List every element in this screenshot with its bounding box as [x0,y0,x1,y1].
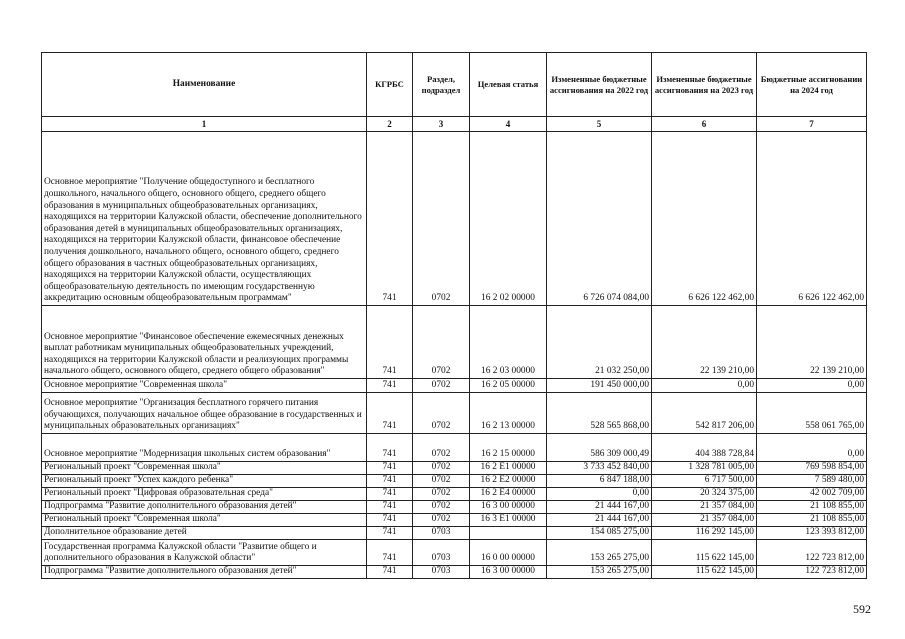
row-kgrbs: 741 [367,462,413,475]
row-value-2022: 6 847 188,00 [547,475,652,488]
row-kgrbs: 741 [367,540,413,566]
table-row [42,514,867,527]
row-value-2023: 21 357 084,00 [652,514,757,527]
row-value-2022: 0,00 [547,488,652,501]
row-section: 0702 [413,501,470,514]
column-number: 7 [757,117,867,132]
column-number: 2 [367,117,413,132]
row-section: 0702 [413,514,470,527]
row-value-2022: 153 265 275,00 [547,540,652,566]
row-name: Основное мероприятие "Современная школа" [42,379,367,393]
row-name: Региональный проект "Современная школа" [42,462,367,475]
row-value-2022: 153 265 275,00 [547,566,652,579]
header-row [42,53,867,117]
row-section: 0702 [413,488,470,501]
row-value-2023: 115 622 145,00 [652,540,757,566]
row-section: 0703 [413,566,470,579]
row-section: 0703 [413,527,470,540]
row-section: 0702 [413,462,470,475]
row-value-2023: 115 622 145,00 [652,566,757,579]
row-target: 16 2 E2 00000 [470,475,547,488]
row-target: 16 0 00 00000 [470,540,547,566]
row-value-2023: 6 717 500,00 [652,475,757,488]
row-section: 0702 [413,306,470,379]
row-value-2022: 154 085 275,00 [547,527,652,540]
row-value-2024: 0,00 [757,379,867,393]
row-kgrbs: 741 [367,566,413,579]
column-number-row [42,117,867,132]
row-name: Подпрограмма "Развитие дополнительного образования детей" [42,566,367,579]
column-header-2022: Измененные бюджетные ассигнования на 2022 год [547,53,652,117]
row-kgrbs: 741 [367,132,413,306]
table-row [42,379,867,393]
row-target: 16 2 15 00000 [470,434,547,462]
row-value-2024: 7 589 480,00 [757,475,867,488]
row-target: 16 2 E4 00000 [470,488,547,501]
row-value-2024: 122 723 812,00 [757,540,867,566]
row-value-2023: 542 817 206,00 [652,393,757,434]
table-row [42,488,867,501]
row-value-2023: 6 626 122 462,00 [652,132,757,306]
row-value-2024: 558 061 765,00 [757,393,867,434]
column-number: 4 [470,117,547,132]
row-value-2024: 123 393 812,00 [757,527,867,540]
row-target: 16 2 02 00000 [470,132,547,306]
row-name: Региональный проект "Современная школа" [42,514,367,527]
table-row [42,462,867,475]
row-kgrbs: 741 [367,514,413,527]
row-value-2022: 21 444 167,00 [547,514,652,527]
row-kgrbs: 741 [367,379,413,393]
column-header-2023: Измененные бюджетные ассигнования на 2023 год [652,53,757,117]
page-number: 592 [853,602,871,616]
column-number: 5 [547,117,652,132]
row-name: Региональный проект "Успех каждого ребенка" [42,475,367,488]
row-name: Подпрограмма "Развитие дополнительного образования детей" [42,501,367,514]
column-number: 6 [652,117,757,132]
column-number: 3 [413,117,470,132]
row-value-2024: 42 002 709,00 [757,488,867,501]
row-value-2024: 122 723 812,00 [757,566,867,579]
column-header-section: Раздел, подраздел [413,53,470,117]
row-value-2022: 586 309 000,49 [547,434,652,462]
column-number: 1 [42,117,367,132]
row-value-2024: 769 598 854,00 [757,462,867,475]
row-value-2023: 404 388 728,84 [652,434,757,462]
row-value-2023: 116 292 145,00 [652,527,757,540]
row-value-2022: 21 444 167,00 [547,501,652,514]
row-value-2023: 21 357 084,00 [652,501,757,514]
row-target: 16 2 13 00000 [470,393,547,434]
table-row [42,501,867,514]
table-row [42,434,867,462]
column-header-2024: Бюджетные ассигновании на 2024 год [757,53,867,117]
row-target: 16 2 05 00000 [470,379,547,393]
row-section: 0702 [413,393,470,434]
table-row [42,566,867,579]
row-value-2022: 191 450 000,00 [547,379,652,393]
row-name: Основное мероприятие "Модернизация школьных систем образования" [42,434,367,462]
row-kgrbs: 741 [367,527,413,540]
table-row [42,393,867,434]
row-value-2023: 1 328 781 005,00 [652,462,757,475]
table-row [42,306,867,379]
row-section: 0703 [413,540,470,566]
table-row [42,540,867,566]
row-value-2024: 21 108 855,00 [757,501,867,514]
row-section: 0702 [413,379,470,393]
row-value-2023: 22 139 210,00 [652,306,757,379]
row-kgrbs: 741 [367,488,413,501]
column-header-target: Целевая статья [470,53,547,117]
row-value-2022: 6 726 074 084,00 [547,132,652,306]
row-target: 16 2 E1 00000 [470,462,547,475]
row-name: Основное мероприятие "Финансовое обеспечение ежемесячных денежных выплат работникам муниципальных общеобразовательных учреждений, находящихся на территории Калужской области и реализующих программы начального общего, основного общего, среднего общего образования" [42,306,367,379]
row-section: 0702 [413,132,470,306]
row-section: 0702 [413,475,470,488]
column-header-name: Наименование [42,53,367,117]
table-row [42,527,867,540]
row-kgrbs: 741 [367,501,413,514]
row-name: Дополнительное образование детей [42,527,367,540]
row-value-2024: 0,00 [757,434,867,462]
row-kgrbs: 741 [367,475,413,488]
row-name: Региональный проект "Цифровая образовательная среда" [42,488,367,501]
row-target: 16 2 03 00000 [470,306,547,379]
budget-table [41,52,867,579]
row-value-2024: 21 108 855,00 [757,514,867,527]
column-header-kgrbs: КГРБС [367,53,413,117]
row-value-2023: 0,00 [652,379,757,393]
row-value-2024: 22 139 210,00 [757,306,867,379]
row-name: Основное мероприятие "Организация бесплатного горячего питания обучающихся, получающих начальное общее образование в государственных и муниципальных образовательных организациях" [42,393,367,434]
row-target: 16 3 00 00000 [470,566,547,579]
row-section: 0702 [413,434,470,462]
row-kgrbs: 741 [367,306,413,379]
row-target [470,527,547,540]
row-target: 16 3 00 00000 [470,501,547,514]
table-row [42,475,867,488]
row-target: 16 3 E1 00000 [470,514,547,527]
row-value-2023: 20 324 375,00 [652,488,757,501]
row-name: Государственная программа Калужской области "Развитие общего и дополнительного образования в Калужской области" [42,540,367,566]
row-kgrbs: 741 [367,393,413,434]
table-row [42,132,867,306]
row-value-2024: 6 626 122 462,00 [757,132,867,306]
row-value-2022: 528 565 868,00 [547,393,652,434]
row-value-2022: 3 733 452 840,00 [547,462,652,475]
row-value-2022: 21 032 250,00 [547,306,652,379]
row-kgrbs: 741 [367,434,413,462]
row-name: Основное мероприятие "Получение общедоступного и бесплатного дошкольного, начального общего, основного общего, среднего общего образования в муниципальных общеобразовательных организациях, находящихся на территории Калужской области, обеспечение дополнительного образования детей в муниципальных общеобразовательных организациях, находящихся на территории Калужской области, финансовое обеспечение получения дошкольного, начального общего, основного общего, среднего общего образования в частных общеобразовательных организациях, находящихся на территории Калужской области, осуществляющих общеобразовательную деятельность по имеющим государственную аккредитацию основным общеобразовательным программам" [42,132,367,306]
